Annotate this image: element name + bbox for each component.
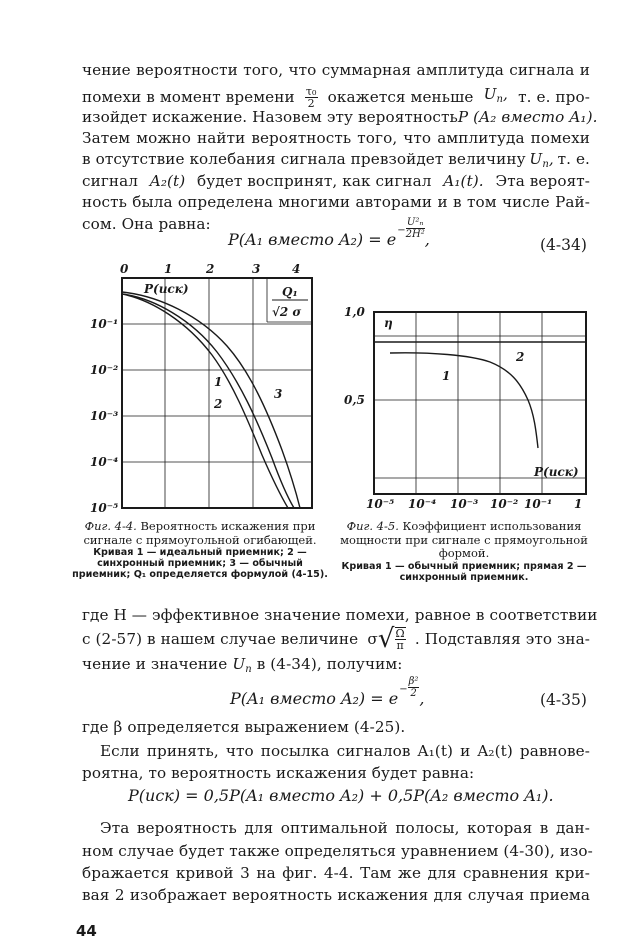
x-tick-label: 10⁻³ [450,497,479,511]
curve-3-label: 3 [274,387,283,401]
text-fragment: Эта вероят- [495,172,590,190]
text-line: Затем можно найти вероятность того, что амплитуда помехи [82,129,590,147]
curve-1-label: 1 [442,369,451,383]
symbol: A₂(t) [149,172,186,190]
equation-4-34: P(A₁ вместо A₂) = e− $\frac{\text{U²ₙ}}{\text{2H²}}$ , [228,217,430,249]
symbol: $U_n$, [483,85,508,105]
x-tick-label: 1 [164,262,173,276]
text-fragment: будет воспринят, как сигнал [197,172,432,190]
x-tick-label: 10⁻⁵ [366,497,395,511]
x-tick-label: 4 [292,262,301,276]
equation-number: (4-34) [540,236,587,254]
equation-final: P(иск) = 0,5P(A₁ вместо A₂) + 0,5P(A₂ вместо A₁). [128,786,554,805]
y-tick-label: 10⁻² [90,363,119,377]
text-line: Если принять, что посылка сигналов A₁(t) и A₂(t) равнове- [100,742,590,760]
x-tick-label: 1 [574,497,583,511]
curve-1 [390,353,538,448]
eta-label: η [384,316,393,330]
curve-1-label: 1 [214,375,223,389]
equation-number: (4-35) [540,691,587,709]
fraction: $\frac{\text{τ₀}}{2}$ [305,84,317,110]
figure-4-5 [340,300,596,516]
x-axis-label: P(иск) [534,465,579,479]
axis-label-numerator: Q₁ [282,285,298,299]
x-tick-label: 10⁻¹ [524,497,553,511]
y-tick-label: 10⁻⁵ [90,501,119,515]
curve-2 [122,294,294,508]
x-tick-label: 10⁻⁴ [408,497,437,511]
text-line [82,170,590,192]
figure-4-5-legend: Кривая 1 — обычный приемник; прямая 2 — синхронный приемник. [341,560,587,583]
sqrt-expression: σ √ $\frac{\Omega}{\pi}$ [367,624,405,654]
y-tick-label: 0,5 [344,393,365,407]
text-fragment: т. е. [557,150,590,168]
x-tick-label: 10⁻² [490,497,519,511]
page-number: 44 [76,922,97,940]
text-line: сом. Она равна: [82,215,211,233]
axis-label-denominator: √2 σ [272,305,302,319]
text-line [82,624,590,654]
text-line: чение вероятности того, что суммарная амплитуда сигнала и [82,61,590,79]
text-line: ном случае будет также определяться уравнением (4-30), изо- [82,842,593,860]
text-fragment: т. е. про- [518,88,590,106]
text-line: ность была определена многими авторами и в том числе Рай- [82,193,590,211]
text-line: чение и значение $U_n$ в (4-34), получим: [82,655,403,675]
equation-4-35: P(A₁ вместо A₂) = e− $\frac{\text{β²}}{2}$ , [230,676,425,708]
text-line: бражается кривой 3 на фиг. 4-4. Там же для сравнения кри- [82,864,590,882]
figure-4-5-caption: Фиг. 4-5. Коэффициент использования мощности при сигнале с прямоугольной формой. Кривая 1 — обычный приемник; прямая 2 — синхронный приемник. [336,520,592,583]
text-fragment: помехи в момент времени [82,88,295,106]
symbol: A₁(t). [443,172,484,190]
curve-2-label: 2 [214,397,223,411]
text-line: вая 2 изображает вероятность искажения для случая приема [82,886,590,904]
text-line [82,106,598,128]
y-tick-label: 1,0 [344,305,365,319]
text-fragment: . Подставляя это зна- [414,630,590,648]
text-line: Эта вероятность для оптимальной полосы, которая в дан- [100,819,590,837]
x-tick-label: 2 [206,262,215,276]
line-2-label: 2 [516,350,525,364]
x-tick-label: 3 [252,262,261,276]
figure-4-4 [82,260,332,522]
text-fragment: P (A₂ вместо A₁). [457,108,598,126]
figure-4-4-legend: Кривая 1 — идеальный приемник; 2 — синхронный приемник; 3 — обычный приемник; Q₁ определяется формулой (4-15). [72,547,328,580]
text-line: где β определяется выражением (4-25). [82,718,406,736]
text-fragment: с (2-57) в нашем случае величине [82,630,359,648]
figure-4-4-caption: Фиг. 4-4. Вероятность искажения при сигнале с прямоугольной огибающей. Кривая 1 — идеальный приемник; 2 — синхронный приемник; 3 — обычный приемник; Q₁ определяется формулой (4-15). [72,519,328,580]
text-line: где H — эффективное значение помехи, равное в соответствии [82,606,598,624]
y-tick-label: 10⁻⁴ [90,455,119,469]
text-fragment: в отсутствие колебания сигнала превзойдет величину [82,150,526,168]
text-line: роятна, то вероятность искажения будет равна: [82,764,475,782]
curve-axis-label: P(иск) [144,282,189,296]
text-fragment: сигнал [82,172,139,190]
y-tick-label: 10⁻¹ [90,317,119,331]
text-fragment: окажется меньше [327,88,474,106]
text-fragment: изойдет искажение. Назовем эту вероятность [82,108,458,126]
x-tick-label: 0 [120,262,129,276]
symbol: $U_n$, [529,150,554,170]
y-tick-label: 10⁻³ [90,409,119,423]
